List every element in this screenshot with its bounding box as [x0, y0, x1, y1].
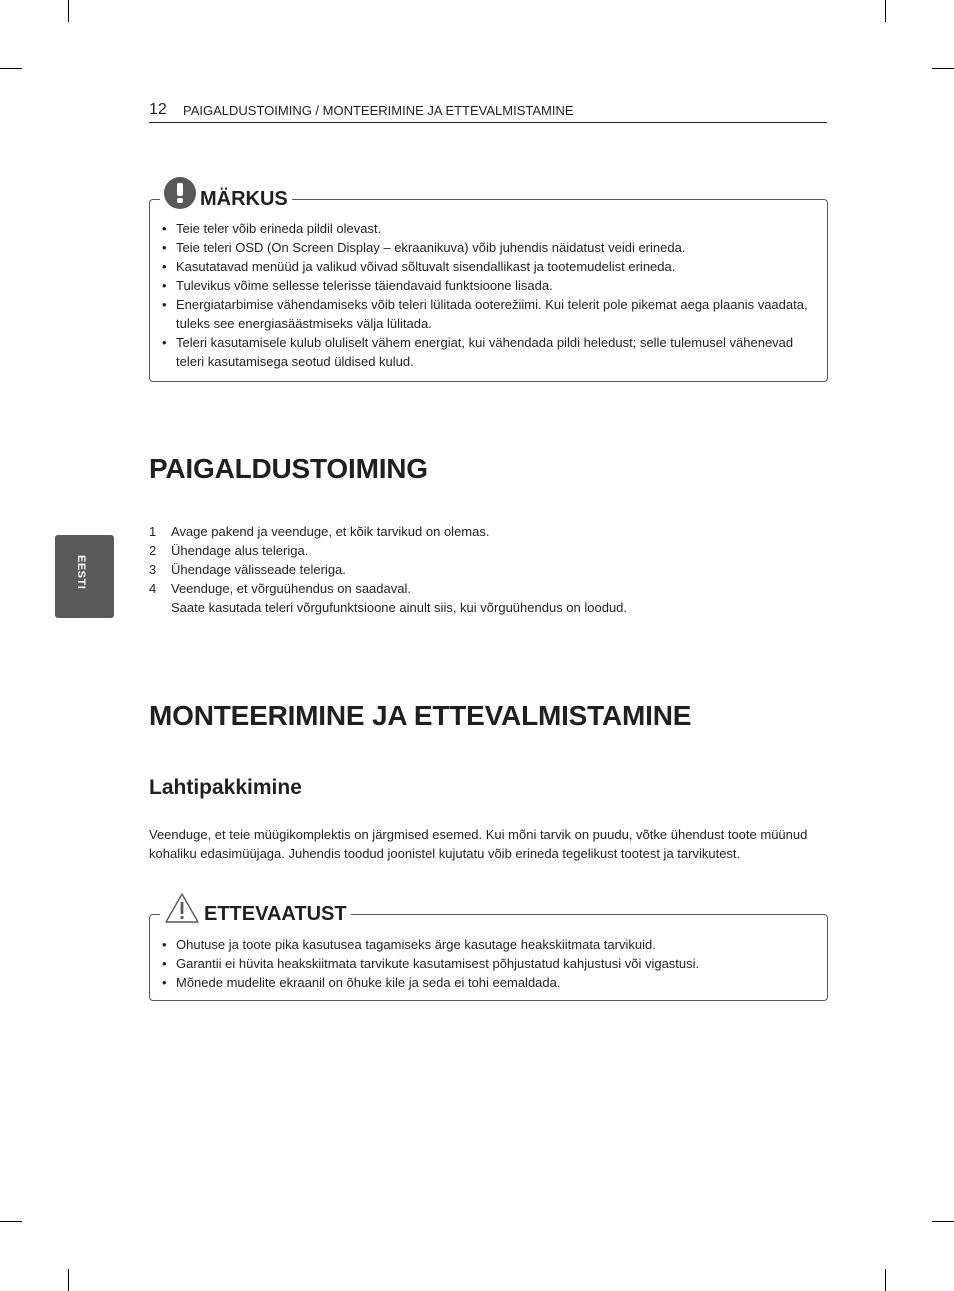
crop-mark [0, 68, 22, 69]
note-box [149, 187, 828, 382]
warning-triangle-icon [164, 892, 200, 924]
page-number: 12 [149, 101, 167, 118]
caution-box-header [160, 890, 351, 926]
step-item [149, 579, 827, 617]
exclamation-circle-icon [164, 177, 196, 209]
step-number: 1 [149, 524, 157, 539]
step-number: 3 [149, 562, 157, 577]
crop-mark [68, 0, 69, 22]
running-title: PAIGALDUSTOIMING / MONTEERIMINE JA ETTEVALMISTAMINE [183, 103, 574, 118]
caution-item: • Garantii ei hüvita heakskiitmata tarvikute kasutamisest põhjustatud kahjustusi või vigastusi. [162, 954, 815, 973]
step-subtext: Saate kasutada teleri võrgufunktsioone ainult siis, kui võrguühendus on loodud. [171, 600, 628, 615]
crop-mark [0, 1221, 22, 1222]
caution-title: ETTEVAATUST [204, 902, 347, 925]
installation-heading: PAIGALDUSTOIMING [149, 453, 428, 484]
step-text: Avage pakend ja veenduge, et kõik tarvikud on olemas. [171, 524, 490, 539]
note-item: • Tulevikus võime sellesse telerisse täiendavaid funktsioone lisada. [162, 276, 815, 295]
note-item: • Kasutatavad menüüd ja valikud võivad sõltuvalt sisendallikast ja tootemudelist erineda. [162, 257, 815, 276]
crop-mark [885, 1269, 886, 1291]
step-text: Ühendage välisseade teleriga. [171, 562, 346, 577]
step-item [149, 560, 827, 579]
step-number: 2 [149, 543, 157, 558]
assembly-heading: MONTEERIMINE JA ETTEVALMISTAMINE [149, 700, 692, 731]
step-text: Ühendage alus teleriga. [171, 543, 309, 558]
note-title: MÄRKUS [200, 187, 288, 210]
note-item: • Teleri kasutamisele kulub oluliselt vähem energiat, kui vähendada pildi heledust; selle tulemusel vähenevad teleri kasutamisega seotud üldised kulud. [162, 333, 815, 371]
step-text: Veenduge, et võrguühendus on saadaval. [171, 581, 411, 596]
note-list [162, 219, 815, 371]
caution-list [162, 935, 815, 992]
crop-mark [932, 68, 954, 69]
caution-box [149, 902, 828, 1001]
step-number: 4 [149, 581, 157, 596]
crop-mark [885, 0, 886, 22]
unpacking-subheading: Lahtipakkimine [149, 776, 302, 799]
note-item: • Energiatarbimise vähendamiseks võib teleri lülitada ooterežiimi. Kui telerit pole pikemat aega plaanis vaadata, tuleks see energiasäästmiseks välja lülitada. [162, 295, 815, 333]
caution-item: • Ohutuse ja toote pika kasutusea tagamiseks ärge kasutage heakskiitmata tarvikuid. [162, 935, 815, 954]
page-header [149, 101, 827, 123]
note-item: • Teie teleri OSD (On Screen Display – ekraanikuva) võib juhendis näidatust veidi erineda. [162, 238, 815, 257]
installation-steps [149, 522, 827, 617]
crop-mark [932, 1221, 954, 1222]
unpacking-paragraph: Veenduge, et teie müügikomplektis on järgmised esemed. Kui mõni tarvik on puudu, võtke ühendust toote müünud kohaliku edasimüüjaga. Juhendis toodud joonistel kujutatu võib erineda tegelikust tootest ja tarvikutest. [149, 827, 808, 861]
note-box-header [160, 174, 292, 212]
crop-mark [68, 1269, 69, 1291]
note-item: • Teie teler võib erineda pildil olevast. [162, 219, 815, 238]
language-tab-label: EESTI [75, 555, 87, 590]
step-item [149, 541, 827, 560]
language-side-tab [55, 535, 114, 618]
step-item [149, 522, 827, 541]
caution-item: • Mõnede mudelite ekraanil on õhuke kile ja seda ei tohi eemaldada. [162, 973, 815, 992]
